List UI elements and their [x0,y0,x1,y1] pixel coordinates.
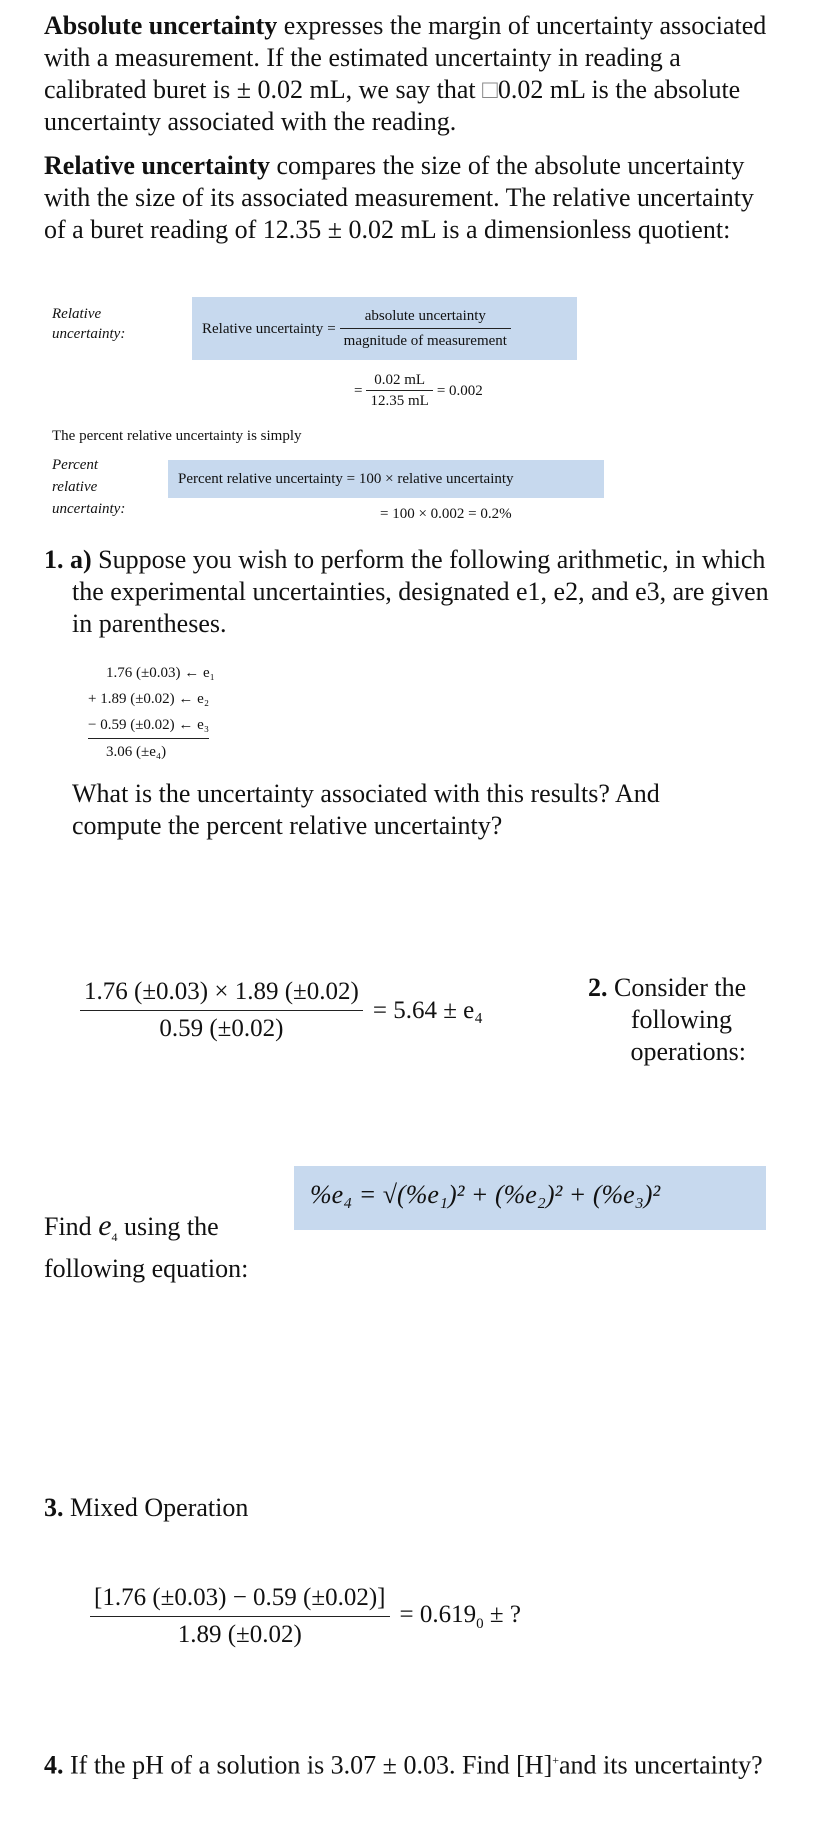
question-3-number: 3. [44,1493,64,1522]
question-2-denominator: 0.59 (±0.02) [159,1015,284,1042]
question-3-heading [44,1492,248,1524]
question-1-number: 1. a) [44,545,92,574]
question-3-denominator: 1.89 (±0.02) [177,1621,302,1648]
calculation-result: = 0.002 [436,382,483,399]
equals-sign: = [327,320,336,337]
relative-uncertainty-lhs: Relative uncertainty [202,320,324,337]
question-2-numerator: 1.76 (±0.03) × 1.89 (±0.02) [80,978,363,1011]
question-2-result: = 5.64 ± e₄ [372,996,483,1024]
percent-relative-side-label: Percent relative uncertainty: [52,457,126,517]
question-4-text: If the pH of a solution is 3.07 ± 0.03. Find [H] [63,1750,553,1780]
question-3-expression [90,1584,521,1649]
absolute-uncertainty-text-end: 0.02 mL is the absolute uncertainty associated with the reading. [44,75,741,136]
question-4: 4. If the pH of a solution is 3.07 ± 0.03. Find [H]+and its uncertainty? [44,1750,763,1780]
arithmetic-row-3: − 0.59 (±0.02) ← e₃ [88,712,209,739]
percent-relative-result: = 100 × 0.002 = 0.2% [380,506,512,522]
relative-uncertainty-text: compares the size of the absolute uncertainty with the size of its associated measurement. The relative uncertainty of a buret reading of 12.35 ± 0.02 mL is a dimensionless quotient: [44,151,754,244]
percent-e4-formula-box [294,1166,766,1230]
question-2-number: 2. [588,973,608,1002]
relative-uncertainty-fraction [340,304,511,353]
absolute-uncertainty-term: Absolute uncertainty [44,11,278,40]
relative-uncertainty-equation-box [192,297,577,360]
fraction-denominator: magnitude of measurement [343,333,507,349]
arithmetic-row-1: 1.76 (±0.03) ← e₁ [106,665,215,681]
relative-uncertainty-calculation [354,370,483,411]
absolute-uncertainty-paragraph [44,10,784,138]
equals-sign: = [354,382,363,399]
question-1-question: What is the uncertainty associated with this results? And compute the percent relative uncertainty? [72,779,660,840]
question-2-label: 2. Consider the following operations: [588,973,747,1066]
question-3-title: Mixed Operation [63,1493,249,1522]
relative-uncertainty-side-label: Relative uncertainty: [52,306,126,342]
percent-e4-formula: %e₄ = √(%e₁)² + (%e₂)² + (%e₃)² [310,1180,661,1209]
calculation-fraction [366,370,432,411]
fraction-numerator: absolute uncertainty [340,304,511,329]
question-1 [44,544,774,640]
percent-relative-equation: Percent relative uncertainty = 100 × relative uncertainty [178,471,514,487]
relative-uncertainty-term: Relative uncertainty [44,151,271,180]
question-1-text: Suppose you wish to perform the following arithmetic, in which the experimental uncertainties, designated e1, e2, and e3, are given in parentheses. [72,545,769,638]
question-2-fraction [80,978,363,1043]
percent-relative-equation-box [168,460,604,498]
question-4-number: 4. [44,1750,64,1780]
question-3-result: = $0.619_0$ ± ? [399,1600,521,1632]
question-3-numerator: [1.76 (±0.03) − 0.59 (±0.02)] [90,1584,390,1617]
arithmetic-result: 3.06 (±e₄) [106,744,167,760]
calculation-denominator: 12.35 mL [370,393,429,409]
question-1-arithmetic [88,660,278,765]
question-3-fraction [90,1584,390,1649]
percent-intro-text: The percent relative uncertainty is simply [52,428,302,444]
missing-glyph-box: □ [482,75,498,104]
find-e4-text: Find $e_4$ using the following equation: [44,1209,249,1284]
question-2-expression [80,978,483,1043]
arithmetic-row-2: + 1.89 (±0.02) ← e₂ [88,691,210,707]
relative-uncertainty-paragraph [44,150,774,246]
calculation-numerator: 0.02 mL [366,370,432,391]
absolute-uncertainty-text: expresses the margin of uncertainty associated with a measurement. If the estimated uncertainty in reading a calibrated buret is ± 0.02 mL, we say that [44,11,767,104]
